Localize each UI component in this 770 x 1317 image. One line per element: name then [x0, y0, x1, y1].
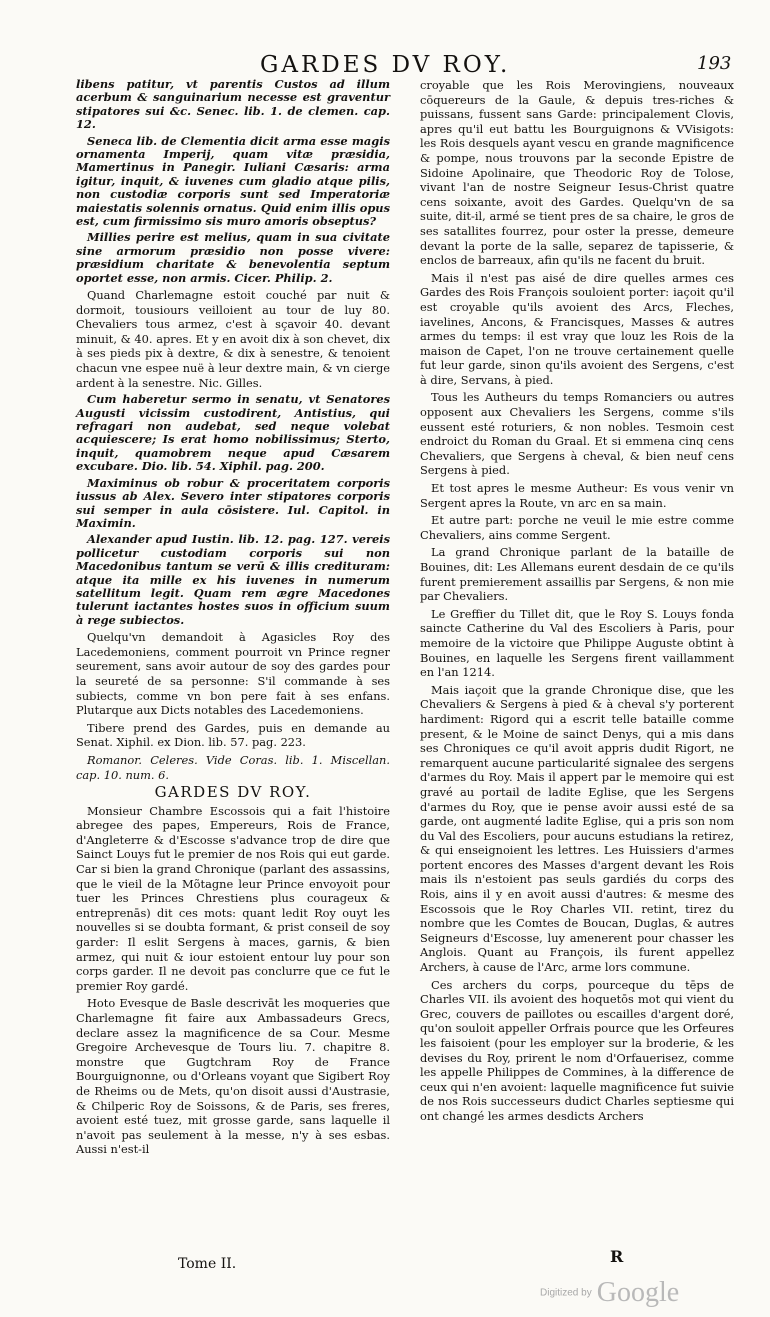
latin-quote-seneca-clemen: libens patitur, vt parentis Custos ad illum acerbum & sanguinarium necesse est graventur stipatores sui &c. Senec. lib. 1. de clemen. cap. 12. [76, 77, 390, 132]
google-logo: Google [596, 1277, 680, 1308]
page-number: 193 [697, 53, 732, 74]
page-header [0, 0, 770, 80]
running-head: GARDES DV ROY. [260, 52, 511, 78]
paragraph-greffier: Le Greffier du Tillet dit, que le Roy S. Louys fonda saincte Catherine du Val des Escoliers à Paris, pour memoire de la victoire que Philippe Auguste obtint à Bouines, en laquelle les Sergens firent vaillamment en l'an 1214. [420, 606, 734, 680]
paragraph-autre-part: Et autre part: porche ne veuil le mie estre comme Chevaliers, ains comme Sergent. [420, 513, 734, 542]
latin-quote-mamertinus: Seneca lib. de Clementia dicit arma esse magis ornamenta Imperij, quam vitæ præsidia, Mamertinus in Panegir. Iuliani Cæsaris: arma igitur, inquit, & iuvenes cum gladio atque pilis, non custodiæ corporis sunt sed Imperatoriæ maiestatis solennis ornatus. Quid enim illis opus est, cum firmissimo sis muro amoris obseptus? [76, 133, 390, 229]
paragraph-tibere: Tibere prend des Gardes, puis en demande au Senat. Xiphil. ex Dion. lib. 57. pag. 223. [76, 720, 390, 750]
paragraph-hoto: Hoto Evesque de Basle descrivāt les moqueries que Charlemagne fit faire aux Ambassadeurs Grecs, declare assez la magnificence de sa Cour. Mesme Gregoire Archevesque de Tours liu. 7. chapitre 8. monstre que Gugtchram Roy de France Bourguignonne, ou d'Orleans voyant que Sigibert Roy de Rheims ou de Mets, qu'on disoit aussi d'Austrasie, & Chilperic Roy de Soissons, & de Paris, ses freres, avoient esté tuez, mit grosse garde, sans laquelle il n'avoit pas seulement à la messe, n'y à ses esbas. Aussi n'est-il [76, 996, 390, 1157]
latin-quote-alexander: Alexander apud Iustin. lib. 12. pag. 127. vereis pollicetur custodiam corporis sui non Macedonibus tantum se verū & illis credituram: atque ita mille ex his iuvenes in numerum satellitum legit. Quam rem ægre Macedones tulerunt iactantes hostes suos in officium suum à rege subiectos. [76, 532, 390, 627]
left-column [76, 78, 390, 1160]
paragraph-rigord: Mais iaçoit que la grande Chronique dise, que les Chevaliers & Sergens à pied & à cheval s'y porterent hardiment: Rigord qui a escrit telle bataille comme present, & le Moine de sainct Denys, qui a mis dans ses Chroniques ce qu'il avoit appris dudit Rigort, ne remarquent aucune particularité signalee des sergens d'armes du Roy. Mais il appert par le memoire qui est gravé au portail de ladite Eglise, que les Sergens d'armes du Roy, que ie pense avoir aussi esté de sa garde, ont augmenté ladite Eglise, qui a pris son nom du Val des Escoliers, pour aucuns estudians la retirez, & qui enseignoient les lettres. Les Huissiers d'armes portent encores des Masses d'argent devant les Rois mais ils n'estoient pas seuls gardiés du corps des Rois, ains il y en avoit aussi d'autres: & mesme des Escossois que le Roy Charles VII. retint, tirez du nombre que les Comtes de Boucan, Duglas, & autres Seigneurs d'Escosse, luy amenerent pour chasser les Anglois. Quant au François, ils furent appellez Archers, à cause de l'Arc, arme lors commune. [420, 682, 734, 975]
section-heading: GARDES DV ROY. [154, 783, 312, 802]
paragraph-charlemagne: Quand Charlemagne estoit couché par nuit & dormoit, tousiours veilloient au tour de luy 80. Chevaliers tous armez, c'est à sçavoir 40. devant minuit, & 40. apres. Et y en avoit dix à son chevet, dix à ses pieds pix à dextre, & dix à senestre, & tenoient chacun vne espee nuë à leur dextre main, & vn cierge ardent à la senestre. Nic. Gilles. [76, 288, 390, 390]
latin-quote-dio: Cum haberetur sermo in senatu, vt Senatores Augusti vicissim custodirent, Antistius, qui refragari non audebat, sed neque volebat acquiescere; Is erat homo nobilissimus; Sterto, inquit, quamobrem neque apud Cæsarem excubare. Dio. lib. 54. Xiphil. pag. 200. [76, 392, 390, 474]
paragraph-archers: Ces archers du corps, pourceque du tēps de Charles VII. ils avoient des hoquetōs mot qui vient du Grec, couvers de paillotes ou escailles d'argent doré, qu'on souloit appeller Orfrais pource que les Orfeures les faisoient (pour les employer sur la broderie, & les devises du Roy, prirent le nom d'Orfauerisez, comme les appelle Philippes de Commines, à la difference de ceux qui n'en avoient: laquelle magnificence fut suivie de nos Rois successeurs dudict Charles septiesme qui ont changé les armes desdicts Archers [420, 977, 734, 1123]
paragraph-bouines: La grand Chronique parlant de la bataille de Bouines, dit: Les Allemans eurent desdain de ce qu'ils furent premierement assaillis par Sergens, & non mie par Chevaliers. [420, 545, 734, 604]
paragraph-merovingiens: croyable que les Rois Merovingiens, nouveaux cōquereurs de la Gaule, & depuis tres-riches & puissans, fussent sans Garde: principalement Clovis, apres qu'il eut battu les Bourguignons & VVisigots: les Rois desquels ayant vescu en grande magnificence & pompe, nous trouvons par la seconde Epistre de Sidoine Apolinaire, que Theodoric Roy de Tolose, vivant l'an de nostre Seigneur Iesus-Christ quatre cens soixante, avoit des Gardes. Quelqu'vn de sa suite, dit-il, armé se tient pres de sa chaire, le gros de ses satallites fourrez, pour oster la presse, demeure devant la porte de la salle, separez de tapisserie, & enclos de barreaux, afin qu'ils ne facent du bruit. [420, 78, 734, 268]
paragraph-autheurs: Tous les Autheurs du temps Romanciers ou autres opposent aux Chevaliers les Sergens, comme s'ils eussent esté roturiers, & non nobles. Tesmoin cest endroict du Roman du Graal. Et si emmena cinq cens Chevaliers, que Sergens à cheval, & bien neuf cens Sergens à pied. [420, 390, 734, 478]
volume-label: Tome II. [178, 1256, 237, 1272]
paragraph-agasicles: Quelqu'vn demandoit à Agasicles Roy des Lacedemoniens, comment pourroit vn Prince regner seurement, sans avoir autour de soy des gardes pour la seureté de sa personne: S'il commande à ses subiects, comme vn bon pere fait à ses enfans. Plutarque aux Dicts notables des Lacedemoniens. [76, 630, 390, 718]
google-watermark [540, 1277, 679, 1307]
reference-romanor: Romanor. Celeres. Vide Coras. lib. 1. Miscellan. cap. 10. num. 6. [76, 752, 390, 782]
paragraph-chambre: Monsieur Chambre Escossois qui a fait l'histoire abregee des papes, Empereurs, Rois de France, d'Angleterre & d'Escosse s'advance trop de dire que Sainct Louys fut le premier de nos Rois qui eut garde. Car si bien la grand Chronique (parlant des assassins, que le vieil de la Mõtagne leur Prince envoyoit pour tuer les Princes Chrestiens plus courageux & entreprenās) dit ces mots: quant ledit Roy ouyt les nouvelles si se doubta formant, & prist conseil de soy garder: Il eslit Sergens à maces, garnis, & bien armez, qui nuit & iour estoient entour luy pour son corps garder. Il ne devoit pas conclurre que ce fut le premier Roy gardé. [76, 803, 390, 993]
paragraph-armes: Mais il n'est pas aisé de dire quelles armes ces Gardes des Rois François souloient porter: iaçoit qu'il est croyable qu'ils avoient des Arcs, Fleches, iavelines, Ancons, & Francisques, Masses & autres armes du temps: il est vray que louz les Rois de la maison de Capet, l'on ne trouve certainement quelle fut leur garde, sinon qu'ils avoient des Sergens, c'est à dire, Servans, à pied. [420, 270, 734, 387]
right-column [420, 78, 734, 1127]
latin-quote-cicero: Millies perire est melius, quam in sua civitate sine armorum præsidio non posse vivere: præsidium charitate & benevolentia septum oportet esse, non armis. Cicer. Philip. 2. [76, 230, 390, 285]
signature-mark: R [610, 1247, 624, 1266]
latin-quote-maximinus: Maximinus ob robur & proceritatem corporis iussus ab Alex. Severo inter stipatores corporis sui semper in aula cōsistere. Iul. Capitol. in Maximin. [76, 475, 390, 530]
watermark-prefix: Digitized by [540, 1287, 592, 1299]
paragraph-tost-apres: Et tost apres le mesme Autheur: Es vous venir vn Sergent apres la Route, vn arc en sa main. [420, 481, 734, 510]
